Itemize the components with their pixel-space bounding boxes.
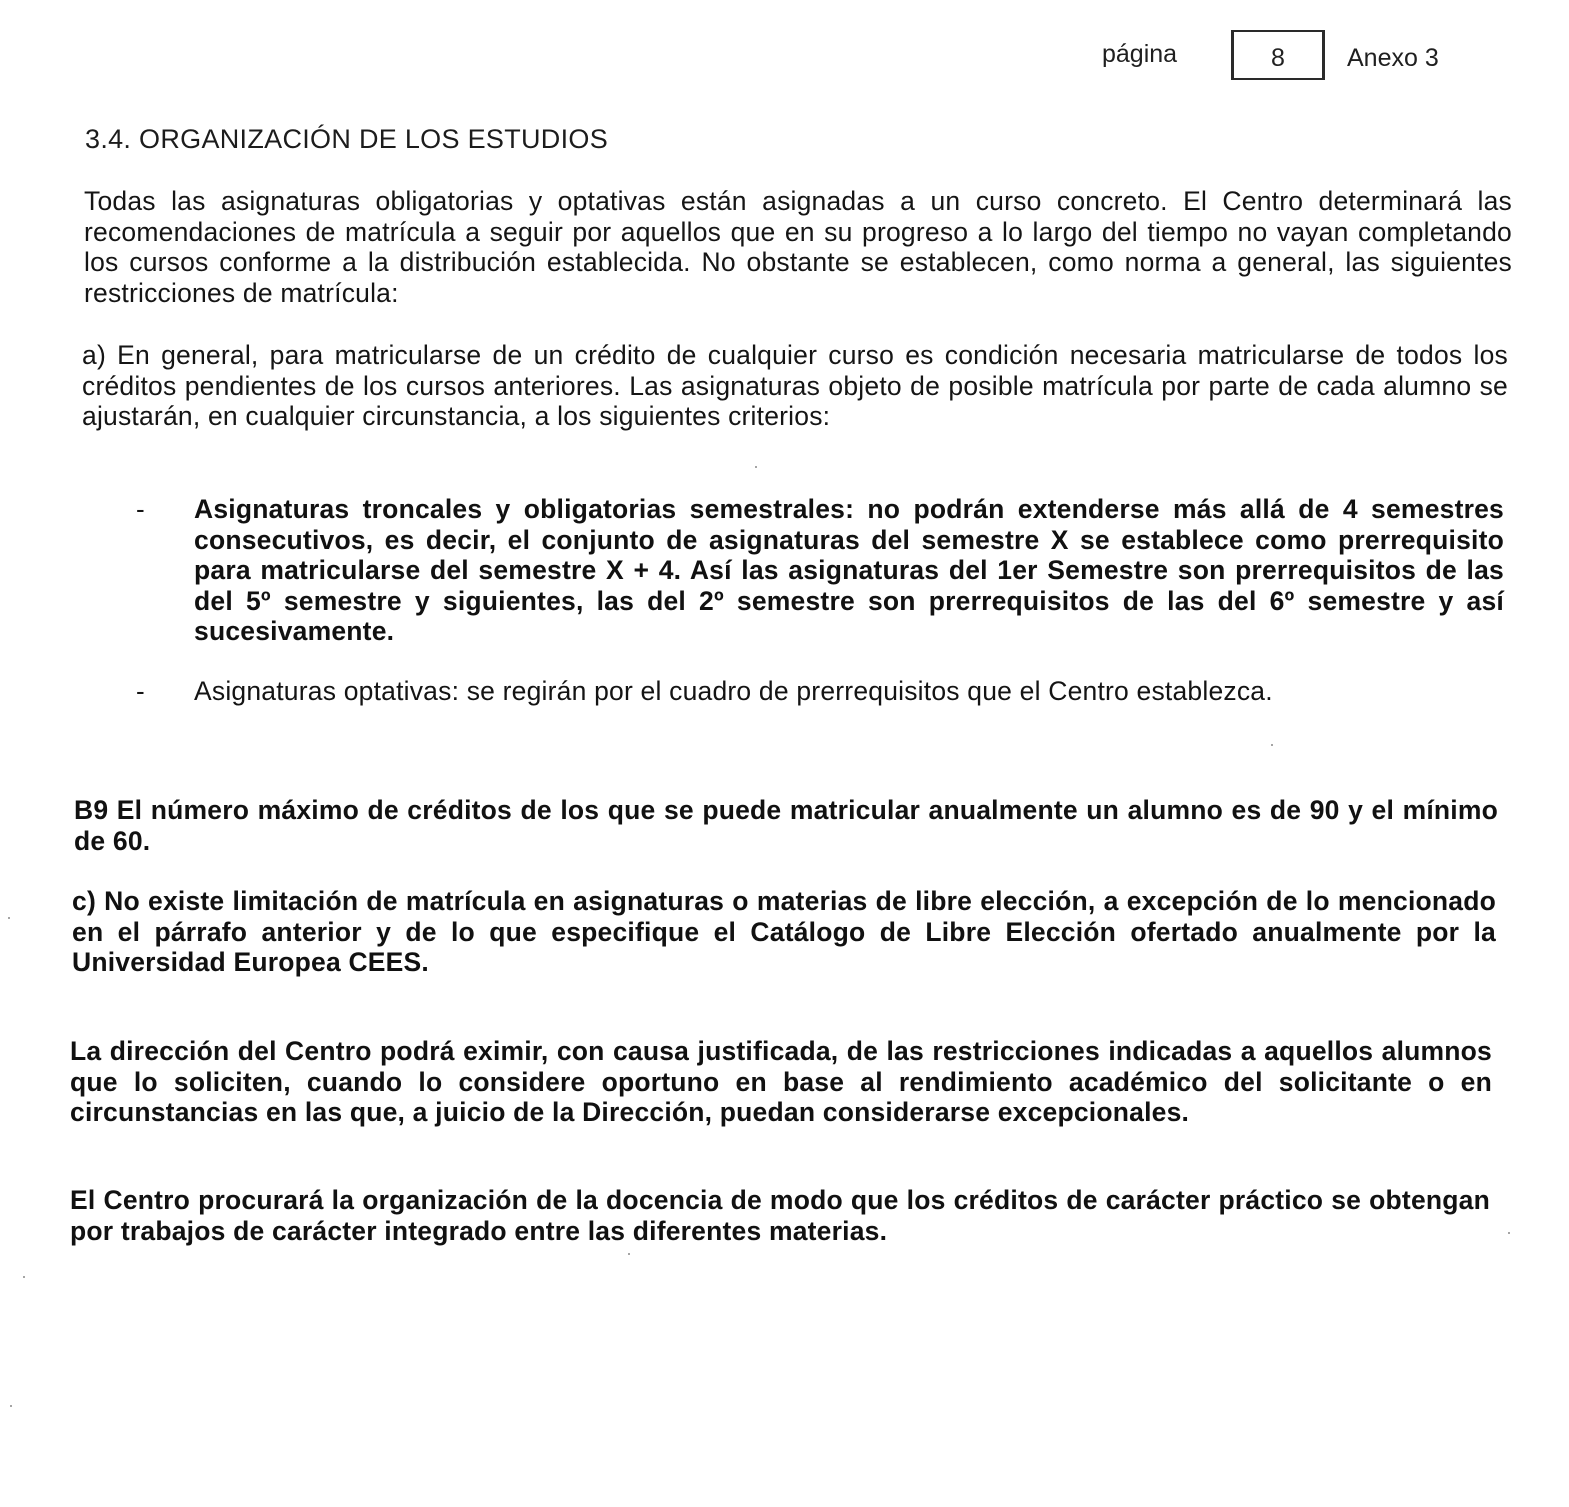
- scan-speck: [23, 1276, 25, 1278]
- intro-paragraph: Todas las asignaturas obligatorias y optativas están asignadas a un curso concreto. El Centro determinará las recomendaciones de matrícula a seguir por aquellos que en su progreso a lo largo del tiempo no vayan completando los cursos conforme a la distribución establecida. No obstante se establecen, como norma a general, las siguientes restricciones de matrícula:: [84, 186, 1512, 308]
- practical-credits-paragraph: El Centro procurará la organización de la docencia de modo que los créditos de carácter práctico se obtengan por trabajos de carácter integrado entre las diferentes materias.: [70, 1185, 1490, 1246]
- scan-speck: [628, 1253, 630, 1255]
- annex-label: Anexo 3: [1347, 44, 1439, 72]
- page-number-box: 8: [1231, 30, 1325, 80]
- scan-speck: [10, 1405, 12, 1407]
- section-title: 3.4. ORGANIZACIÓN DE LOS ESTUDIOS: [85, 124, 609, 154]
- bullet-text: Asignaturas optativas: se regirán por el cuadro de prerrequisitos que el Centro establezca.: [194, 676, 1273, 706]
- bullet-text: Asignaturas troncales y obligatorias semestrales: no podrán extenderse más allá de 4 semestres consecutivos, es decir, el conjunto de asignaturas del semestre X se establece como prerrequisito para matricularse del semestre X + 4. Así las asignaturas del 1er Semestre son prerrequisitos de las del 5º semestre y siguientes, las del 2º semestre son prerrequisitos de las del 6º semestre y así sucesivamente.: [194, 494, 1504, 646]
- exemption-paragraph: La dirección del Centro podrá eximir, con causa justificada, de las restricciones indicadas a aquellos alumnos que lo soliciten, cuando lo considere oportuno en base al rendimiento académico del solicitante o en circunstancias en las que, a juicio de la Dirección, puedan considerarse excepcionales.: [70, 1036, 1492, 1127]
- scan-speck: [1508, 1232, 1510, 1234]
- restriction-c-paragraph: c) No existe limitación de matrícula en asignaturas o materias de libre elección, a excepción de lo mencionado en el párrafo anterior y de lo que especifique el Catálogo de Libre Elección ofertado anualmente por la Universidad Europea CEES.: [72, 886, 1496, 977]
- scan-speck: [8, 917, 10, 919]
- bullet-marker: -: [136, 676, 145, 706]
- credit-limit-paragraph: B9 El número máximo de créditos de los que se puede matricular anualmente un alumno es de 90 y el mínimo de 60.: [74, 795, 1498, 856]
- scan-speck: [755, 466, 757, 468]
- page-header: [1100, 28, 1500, 84]
- page-label: página: [1102, 40, 1178, 68]
- restriction-a-paragraph: a) En general, para matricularse de un crédito de cualquier curso es condición necesaria matricularse de todos los créditos pendientes de los cursos anteriores. Las asignaturas objeto de posible matrícula por parte de cada alumno se ajustarán, en cualquier circunstancia, a los siguientes criterios:: [82, 340, 1508, 431]
- scan-speck: [1271, 744, 1273, 746]
- bullet-marker: -: [136, 494, 145, 524]
